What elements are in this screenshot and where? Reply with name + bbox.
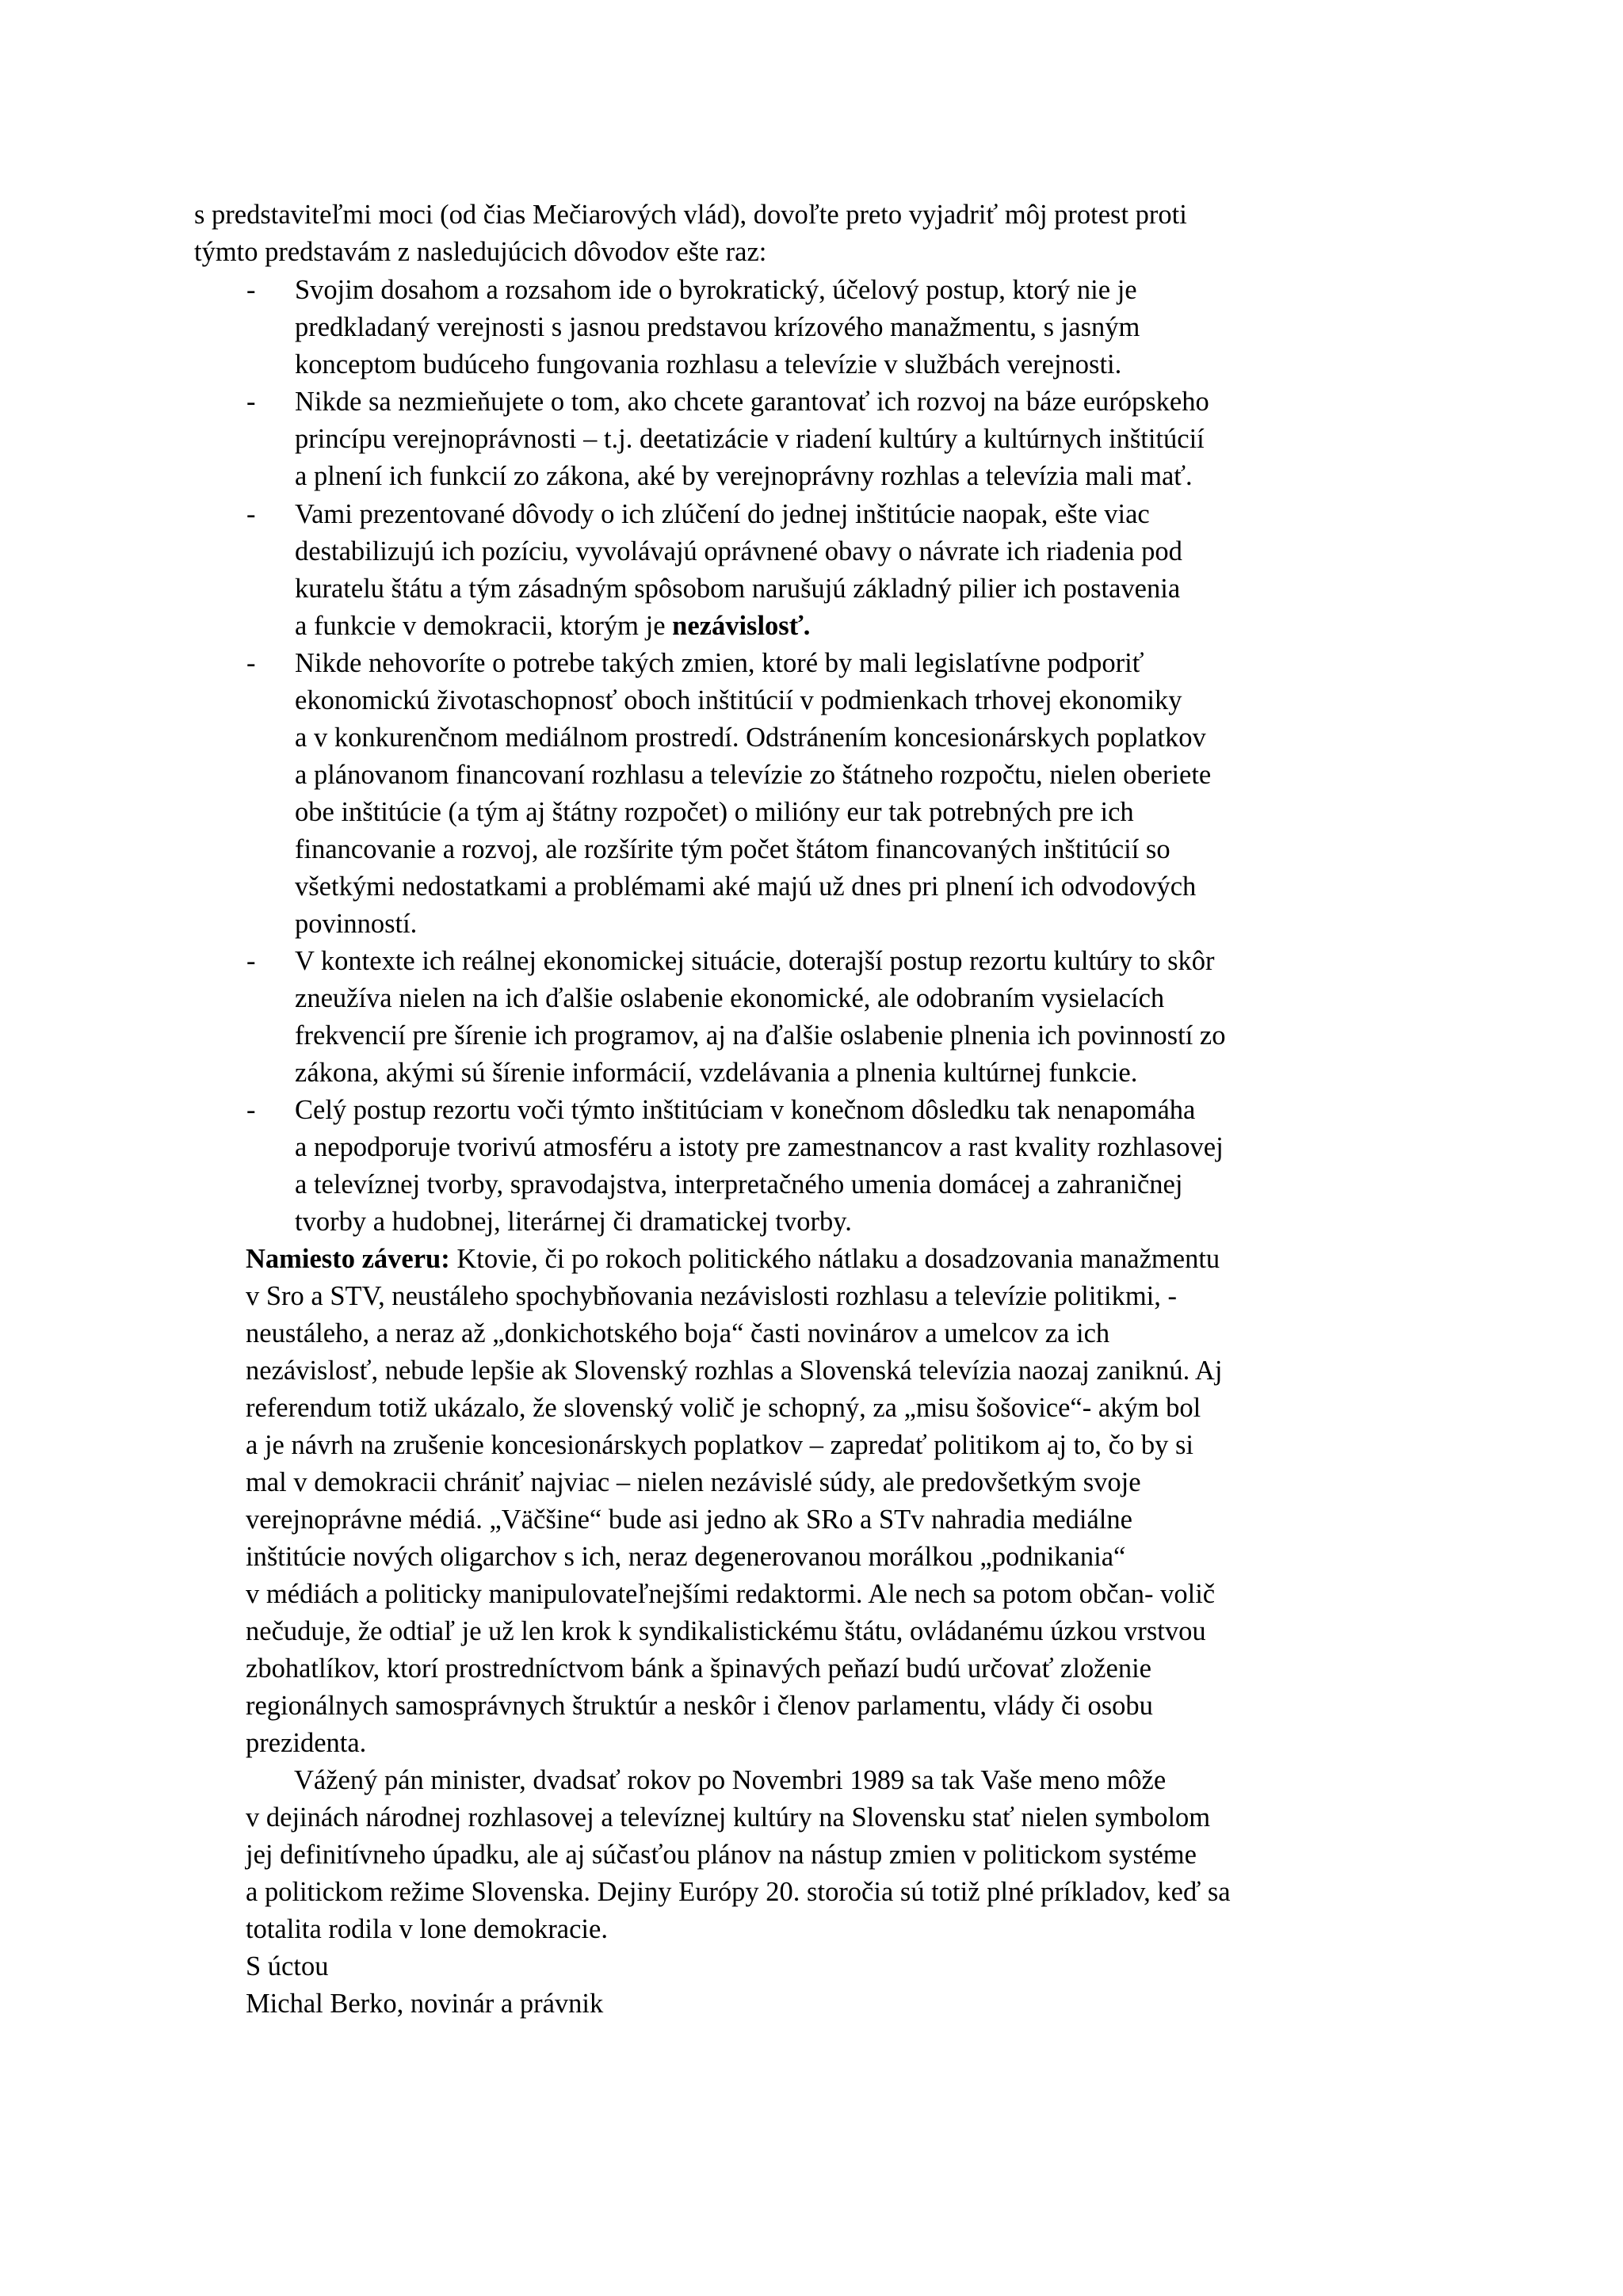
bullet-line: financovanie a rozvoj, ale rozšírite tým počet štátom financovaných inštitúcií so xyxy=(295,834,1170,864)
bullet-line: a plnení ich funkcií zo zákona, aké by verejnoprávny rozhlas a televízia mali mať. xyxy=(295,461,1193,491)
bullet-line xyxy=(295,608,810,644)
intro-line: týmto predstavám z nasledujúcich dôvodov ešte raz: xyxy=(194,237,767,267)
emphasis-independence: nezávislosť. xyxy=(672,611,811,641)
bullet-marker: - xyxy=(246,648,256,678)
conclusion-line: regionálnych samosprávnych štruktúr a neskôr i členov parlamentu, vlády či osobu xyxy=(246,1691,1153,1721)
closing-line: jej definitívneho úpadku, ale aj súčasťou plánov na nástup zmien v politickom systéme xyxy=(246,1840,1197,1870)
conclusion-line: v Sro a STV, neustáleho spochybňovania nezávislosti rozhlasu a televízie politikmi, - xyxy=(246,1281,1177,1311)
conclusion-line: nezávislosť, nebude lepšie ak Slovenský rozhlas a Slovenská televízia naozaj zaniknú. Aj xyxy=(246,1356,1223,1386)
bullet-line: destabilizujú ich pozíciu, vyvolávajú oprávnené obavy o návrate ich riadenia pod xyxy=(295,536,1182,566)
conclusion-line: zbohatlíkov, ktorí prostredníctvom bánk a špinavých peňazí budú určovať zloženie xyxy=(246,1653,1151,1684)
conclusion-line: mal v demokracii chrániť najviac – nielen nezávislé súdy, ale predovšetkým svoje xyxy=(246,1467,1141,1497)
bullet-line: Celý postup rezortu voči týmto inštitúciam v konečnom dôsledku tak nenapomáha xyxy=(295,1095,1196,1125)
conclusion-line: v médiách a politicky manipulovateľnejšími redaktormi. Ale nech sa potom občan- volič xyxy=(246,1579,1216,1609)
bullet-line: a plánovanom financovaní rozhlasu a televízie zo štátneho rozpočtu, nielen oberiete xyxy=(295,760,1212,790)
salutation: S úctou xyxy=(246,1951,329,1981)
closing-line: Vážený pán minister, dvadsať rokov po Novembri 1989 sa tak Vaše meno môže xyxy=(294,1765,1167,1795)
bullet-marker: - xyxy=(246,275,256,305)
conclusion-line: neustáleho, a neraz až „donkichotského boja“ časti novinárov a umelcov za ich xyxy=(246,1318,1110,1348)
conclusion-line: inštitúcie nových oligarchov s ich, neraz degenerovanou morálkou „podnikania“ xyxy=(246,1542,1126,1572)
closing-line: v dejinách národnej rozhlasovej a televíznej kultúry na Slovensku stať nielen symbolom xyxy=(246,1802,1211,1833)
bullet-line: kuratelu štátu a tým zásadným spôsobom narušujú základný pilier ich postavenia xyxy=(295,574,1181,604)
bullet-line: predkladaný verejnosti s jasnou predstavou krízového manažmentu, s jasným xyxy=(295,312,1140,342)
closing-line: totalita rodila v lone demokracie. xyxy=(246,1914,608,1944)
bullet-line: konceptom budúceho fungovania rozhlasu a televízie v službách verejnosti. xyxy=(295,349,1122,379)
closing-line: a politickom režime Slovenska. Dejiny Európy 20. storočia sú totiž plné príkladov, keď sa xyxy=(246,1877,1231,1907)
bullet-line: V kontexte ich reálnej ekonomickej situácie, doterajší postup rezortu kultúry to skôr xyxy=(295,946,1215,976)
conclusion-line: a je návrh na zrušenie koncesionárskych poplatkov – zapredať politikom aj to, čo by si xyxy=(246,1430,1194,1460)
bullet-line: obe inštitúcie (a tým aj štátny rozpočet) o milióny eur tak potrebných pre ich xyxy=(295,797,1134,827)
bullet-line: Nikde sa nezmieňujete o tom, ako chcete garantovať ich rozvoj na báze európskeho xyxy=(295,387,1209,417)
bullet-line: a televíznej tvorby, spravodajstva, interpretačného umenia domácej a zahraničnej xyxy=(295,1169,1183,1199)
conclusion-line: nečuduje, že odtiaľ je už len krok k syndikalistickému štátu, ovládanému úzkou vrstvou xyxy=(246,1616,1206,1646)
bullet-line: zákona, akými sú šírenie informácií, vzdelávania a plnenia kultúrnej funkcie. xyxy=(295,1058,1138,1088)
bullet-marker: - xyxy=(246,946,256,976)
bullet-line: a nepodporuje tvorivú atmosféru a istoty pre zamestnancov a rast kvality rozhlasovej xyxy=(295,1132,1224,1162)
bullet-marker: - xyxy=(246,1095,256,1125)
bullet-line: Nikde nehovoríte o potrebe takých zmien, ktoré by mali legislatívne podporiť xyxy=(295,648,1144,678)
conclusion-line: referendum totiž ukázalo, že slovenský volič je schopný, za „misu šošovice“- akým bol xyxy=(246,1393,1201,1423)
bullet-line: zneužíva nielen na ich ďalšie oslabenie ekonomické, ale odobraním vysielacích xyxy=(295,983,1165,1013)
conclusion-line: verejnoprávne médiá. „Väčšine“ bude asi jedno ak SRo a STv nahradia mediálne xyxy=(246,1505,1132,1535)
bullet-line: tvorby a hudobnej, literárnej či dramatickej tvorby. xyxy=(295,1207,852,1237)
bullet-marker: - xyxy=(246,499,256,529)
bullet-marker: - xyxy=(246,387,256,417)
bullet-line: princípu verejnoprávnosti – t.j. deetatizácie v riadení kultúry a kultúrnych inštitúcií xyxy=(295,424,1205,454)
bullet-line-text: a funkcie v demokracii, ktorým je xyxy=(295,611,673,641)
bullet-line: Svojim dosahom a rozsahom ide o byrokratický, účelový postup, ktorý nie je xyxy=(295,275,1137,305)
bullet-line: ekonomickú životaschopnosť oboch inštitúcií v podmienkach trhovej ekonomiky xyxy=(295,685,1182,715)
bullet-line: povinností. xyxy=(295,909,418,939)
intro-line: s predstaviteľmi moci (od čias Mečiarových vlád), dovoľte preto vyjadriť môj protest proti xyxy=(194,200,1187,230)
signature: Michal Berko, novinár a právnik xyxy=(246,1989,604,2019)
bullet-line: všetkými nedostatkami a problémami aké majú už dnes pri plnení ich odvodových xyxy=(295,871,1197,902)
conclusion-text: Ktovie, či po rokoch politického nátlaku a dosadzovania manažmentu xyxy=(449,1244,1220,1274)
bullet-line: Vami prezentované dôvody o ich zlúčení do jednej inštitúcie naopak, ešte viac xyxy=(295,499,1150,529)
conclusion-line: prezidenta. xyxy=(246,1728,367,1758)
conclusion-label: Namiesto záveru: xyxy=(246,1244,450,1274)
conclusion-line xyxy=(246,1241,1220,1277)
bullet-line: a v konkurenčnom mediálnom prostredí. Odstránením koncesionárskych poplatkov xyxy=(295,723,1206,753)
bullet-line: frekvencií pre šírenie ich programov, aj na ďalšie oslabenie plnenia ich povinností zo xyxy=(295,1020,1226,1051)
